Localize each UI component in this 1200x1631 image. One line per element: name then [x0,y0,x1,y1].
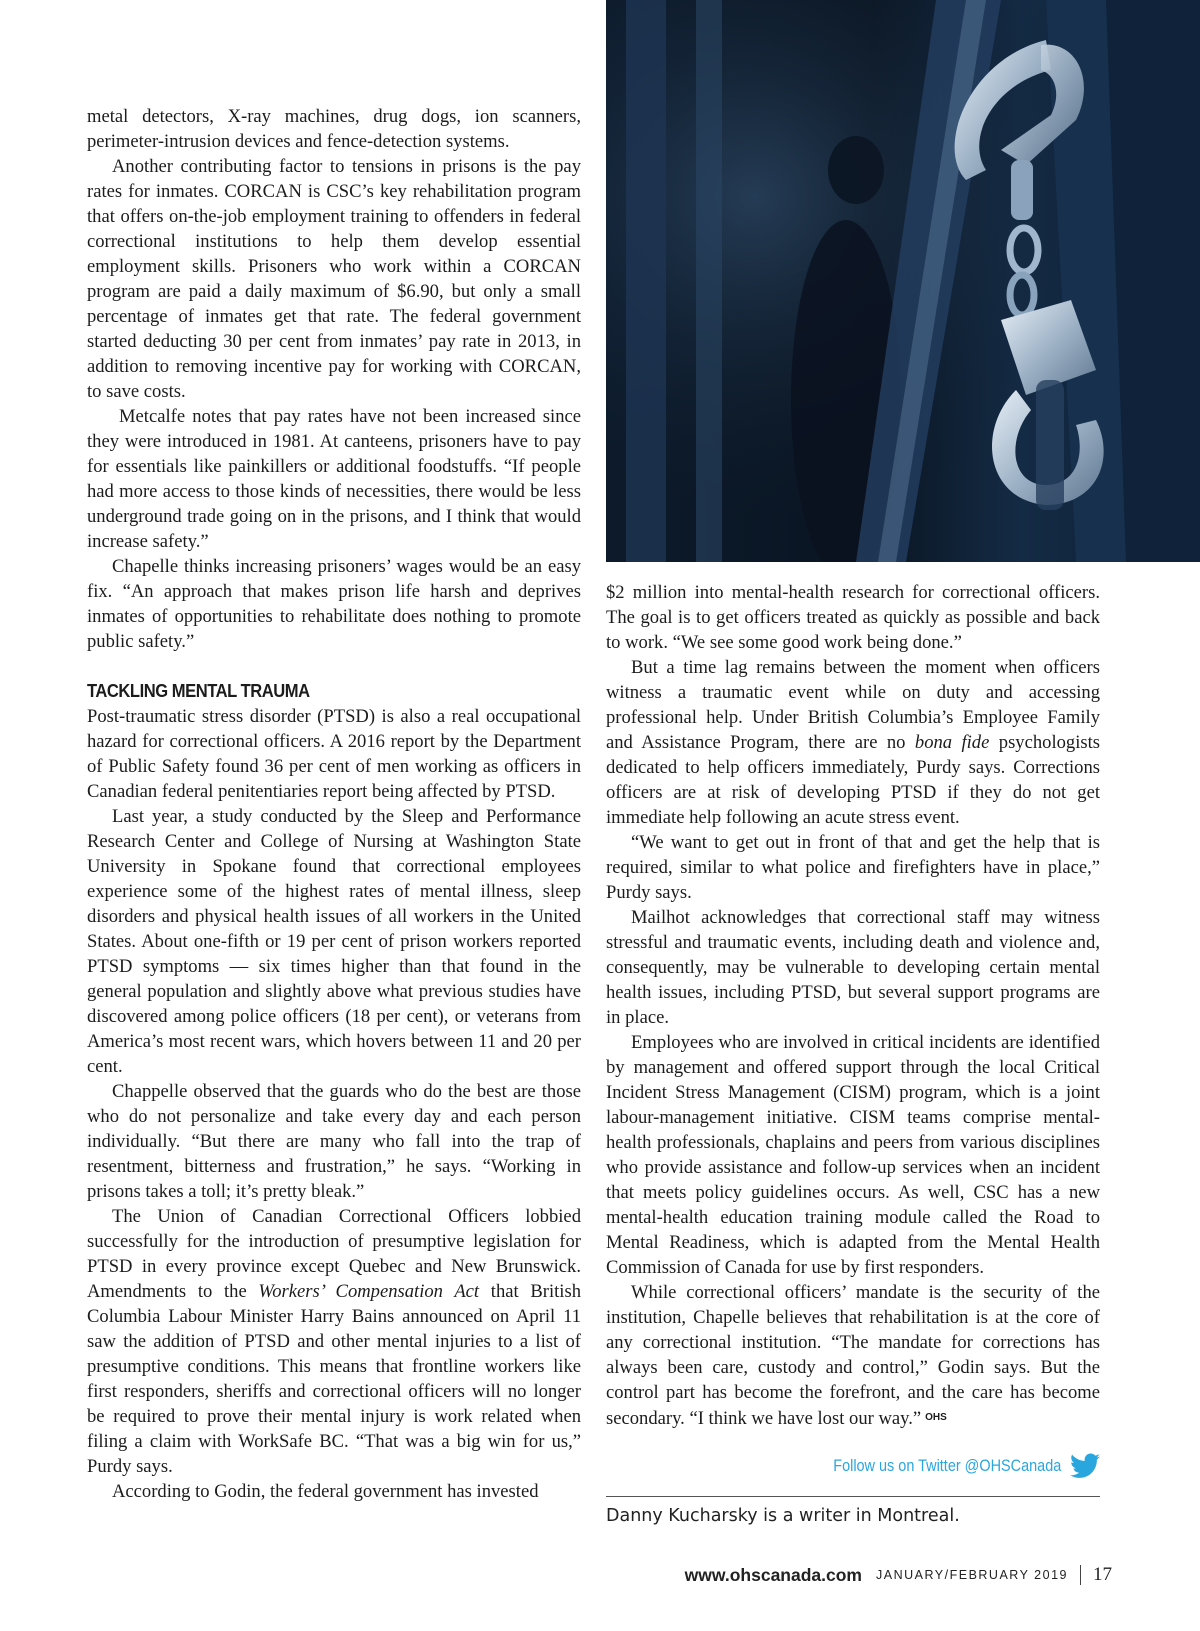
twitter-follow[interactable] [606,1453,1100,1483]
section-heading: TACKLING MENTAL TRAUMA [87,681,310,701]
paragraph: $2 million into mental-health research for correctional officers. The goal is to get officers treated as quickly as possible and back to work. “We see some good work being done.” [606,582,1100,653]
page-footer [685,1560,1112,1590]
text-run: While correctional officers’ mandate is the security of the institution, Chapelle believes that rehabilitation is at the core of any correctional institution. “The mandate for corrections has always been care, custody and control,” Godin says. But the control part has become the forefront, and the care has become secondary. “I think we have lost our way.” [606,1282,1100,1429]
italic-term: bona fide [914,732,990,753]
paragraph [87,1204,581,1479]
paragraph [606,655,1100,830]
footer-website[interactable]: www.ohscanada.com [684,1564,862,1585]
footer-issue: JANUARY/FEBRUARY 2019 [876,1568,1068,1582]
paragraph [606,1280,1100,1431]
footer-separator [1080,1565,1081,1585]
text-run: But a time lag remains between the moment when officers witness a traumatic event while on duty and accessing professional help. Under British Columbia’s Employee Family and Assistance Program, there are no [606,657,1100,753]
divider [606,1496,1100,1497]
follow-text[interactable]: Follow us on Twitter @OHSCanada [833,1456,1062,1475]
text-run: psychologists dedicated to help officers immediately, Purdy says. Corrections officers are at risk of developing PTSD if they do not get immediate help following an acute stress event. [606,732,1101,828]
handcuffs-photo [606,0,1200,562]
paragraph: “We want to get out in front of that and get the help that is required, similar to what police and firefighters have in place,” Purdy says. [606,832,1100,903]
author-byline: Danny Kucharsky is a writer in Montreal. [606,1506,960,1526]
paragraph: Employees who are involved in critical incidents are identified by management and offered support through the local Critical Incident Stress Management (CISM) program, which is a joint labour-management initiative. CISM teams comprise mental-health professionals, chaplains and peers from various disciplines who provide assistance and follow-up services when an incident that meets policy guidelines occurs. As well, CSC has a new mental-health education training module called the Road to Mental Readiness, which is adapted from the Mental Health Commission of Canada for use by first responders. [606,1032,1100,1278]
paragraph: Another contributing factor to tensions in prisons is the pay rates for inmates. CORCAN is CSC’s key rehabilitation program that offers on-the-job employment training to offenders in federal correctional institutions to help them develop essential employment skills. Prisoners who work within a CORCAN program are paid a daily maximum of $6.90, but only a small percentage of inmates get that rate. The federal government started deducting 30 per cent from inmates’ pay rate in 2013, in addition to removing incentive pay for working with CORCAN, to save costs. [87,156,581,402]
end-mark: OHS [925,1412,947,1423]
act-title: Workers’ Compensation Act [258,1281,480,1302]
paragraph: Last year, a study conducted by the Sleep and Performance Research Center and College of Nursing at Washington State University in Spokane found that correctional employees experience some of the highest rates of mental illness, sleep disorders and physical health issues of all workers in the United States. About one-fifth or 19 per cent of prison workers reported PTSD symptoms — six times higher than that found in the general population and slightly above what previous studies have discovered among police officers (18 per cent), or veterans from America’s most recent wars, which hovers between 11 and 20 per cent. [87,806,581,1077]
page-number: 17 [1093,1564,1112,1585]
twitter-bird-icon[interactable] [1070,1453,1100,1479]
paragraph: According to Godin, the federal government has invested [112,1481,539,1502]
paragraph: Chappelle observed that the guards who do the best are those who do not personalize and take every day and each person individually. “But there are many who fall into the trap of resentment, bitterness and frustration,” he says. “Working in prisons takes a toll; it’s pretty bleak.” [87,1081,581,1202]
paragraph: Post-traumatic stress disorder (PTSD) is also a real occupational hazard for correctional officers. A 2016 report by the Department of Public Safety found 36 per cent of men working as officers in Canadian federal penitentiaries report being affected by PTSD. [87,706,581,802]
left-column [87,104,581,1504]
text-run: that British Columbia Labour Minister Harry Bains announced on April 11 saw the addition of PTSD and other mental injuries to a list of presumptive conditions. This means that frontline workers like first responders, sheriffs and correctional officers will no longer be required to prove their mental injury is work related when filing a claim with WorkSafe BC. “That was a big win for us,” Purdy says. [87,1281,582,1477]
paragraph: Metcalfe notes that pay rates have not been increased since they were introduced in 1981. At canteens, prisoners have to pay for essentials like painkillers or additional foodstuffs. “If people had more access to those kinds of necessities, there would be less underground trade going on in the prisons, and I think that would increase safety.” [87,406,581,552]
paragraph: metal detectors, X-ray machines, drug dogs, ion scanners, perimeter-intrusion devices and fence-detection systems. [87,106,581,152]
handcuffs-illustration [606,0,1200,562]
text-run: The Union of Canadian Correctional Officers lobbied successfully for the introduction of presumptive legislation for PTSD in every province except Quebec and New Brunswick. Amendments to the [87,1206,581,1302]
paragraph: Mailhot acknowledges that correctional staff may witness stressful and traumatic events, including death and violence and, consequently, may be vulnerable to developing certain mental health issues, including PTSD, but several support programs are in place. [606,907,1100,1028]
right-column [606,580,1100,1431]
paragraph: Chapelle thinks increasing prisoners’ wages would be an easy fix. “An approach that makes prison life harsh and deprives inmates of opportunities to rehabilitate does nothing to promote public safety.” [87,556,581,652]
